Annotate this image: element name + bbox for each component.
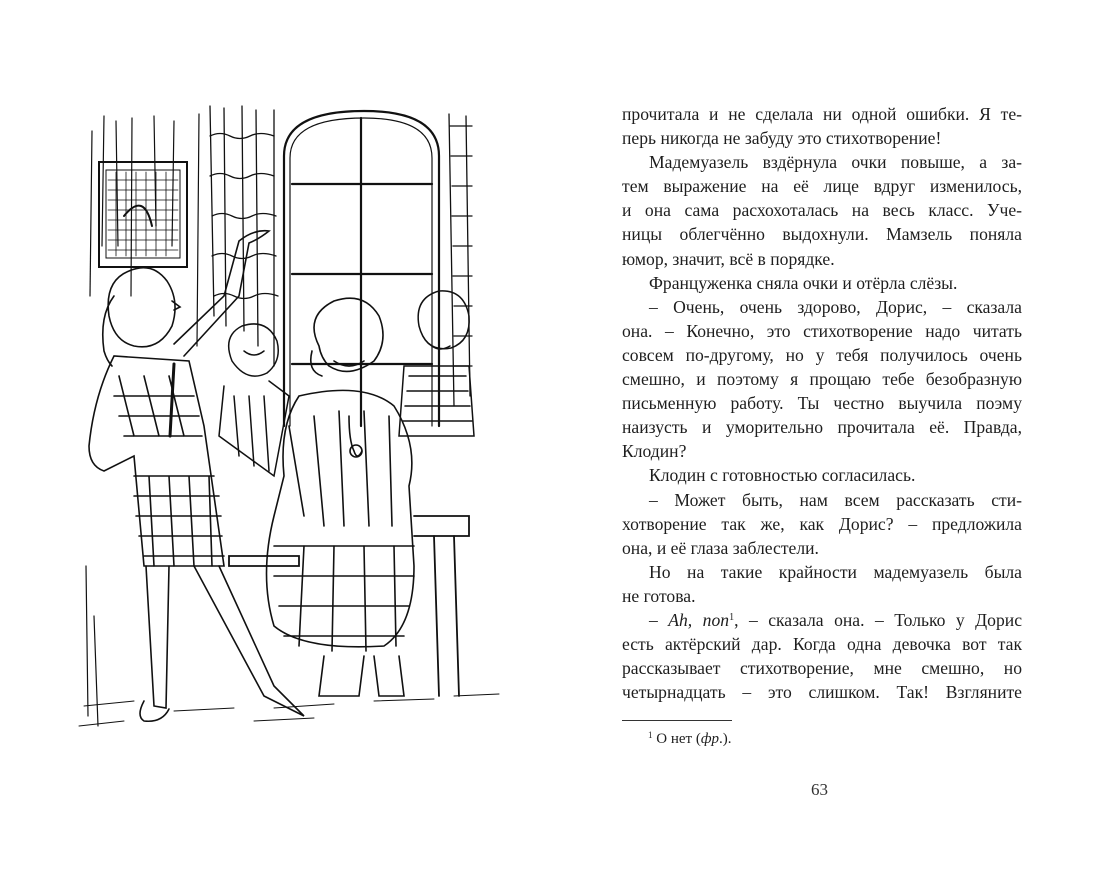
footnote-text-before: О нет ( <box>652 731 701 747</box>
footnote-abbrev: фр <box>700 731 719 747</box>
chair <box>414 516 469 696</box>
text-line: не готова. <box>622 585 696 606</box>
text-line-with-footnote <box>622 608 1022 632</box>
laughing-teacher <box>267 298 415 696</box>
wall-picture <box>99 162 187 267</box>
text-line: письменную работу. Ты честно выучила поэму <box>622 393 1022 414</box>
footnote-ref: 1 <box>729 611 735 623</box>
text-line: – Очень, очень здорово, Дорис, – сказала <box>649 296 1022 317</box>
text-line: совсем по-другому, но у тебя получилось очень <box>622 344 1022 365</box>
text-line: она. – Конечно, это стихотворение надо читать <box>622 320 1022 341</box>
text-line: хотворение так же, как Дорис? – предложила <box>622 513 1022 534</box>
reciting-girl <box>89 231 304 722</box>
text-line: Клодин с готовностью согласилась. <box>649 465 916 486</box>
footnote-text-after: .). <box>718 731 732 747</box>
text-line: ницы облегчённо выдохнули. Мамзель поняла <box>622 224 1022 245</box>
french-phrase: Ah, non <box>668 609 730 630</box>
footnote <box>648 731 731 748</box>
text-line: Клодин? <box>622 441 687 462</box>
middle-curtain <box>210 106 278 366</box>
arched-window <box>284 111 439 426</box>
text-line: тем выражение на её лице вдруг изменилось, <box>622 176 1022 197</box>
text-line: Мадемуазель вздёрнула очки повыше, а за- <box>649 152 1022 173</box>
page-body-text <box>622 102 1022 704</box>
text-line: Француженка сняла очки и отёрла слёзы. <box>649 272 958 293</box>
footnote-divider <box>622 720 732 721</box>
floor <box>79 694 499 726</box>
text-line: есть актёрский дар. Когда одна девочка вот так <box>622 634 1022 655</box>
text-line: юмор, значит, всё в порядке. <box>622 248 835 269</box>
girl-left-background <box>219 324 289 476</box>
right-curtain <box>449 114 472 406</box>
text-line: прочитала и не сделала ни одной ошибки. Я те- <box>622 104 1022 124</box>
text-line: она, и её глаза заблестели. <box>622 537 819 558</box>
line-rest: , – сказала она. – Только у Дорис <box>734 609 1023 630</box>
text-line: четырнадцать – это слишком. Так! Взгляните <box>622 682 1022 703</box>
page-number: 63 <box>811 780 828 799</box>
text-line: смешно, и поэтому я прощаю тебе безобразную <box>622 369 1022 390</box>
footnote-marker: 1 <box>648 730 653 740</box>
text-line: наизусть и уморительно прочитала её. Правда, <box>622 417 1022 438</box>
dash: – <box>649 609 669 630</box>
text-line: рассказывает стихотворение, мне смешно, но <box>622 658 1022 679</box>
desk <box>229 556 299 566</box>
text-line: Но на такие крайности мадемуазель была <box>649 561 1022 582</box>
text-line: перь никогда не забуду это стихотворение! <box>622 128 942 149</box>
text-line: – Может быть, нам всем рассказать сти- <box>649 489 1022 510</box>
classroom-illustration <box>74 96 504 736</box>
text-line: и она сама расхохоталась на весь класс. Уче- <box>622 200 1022 221</box>
